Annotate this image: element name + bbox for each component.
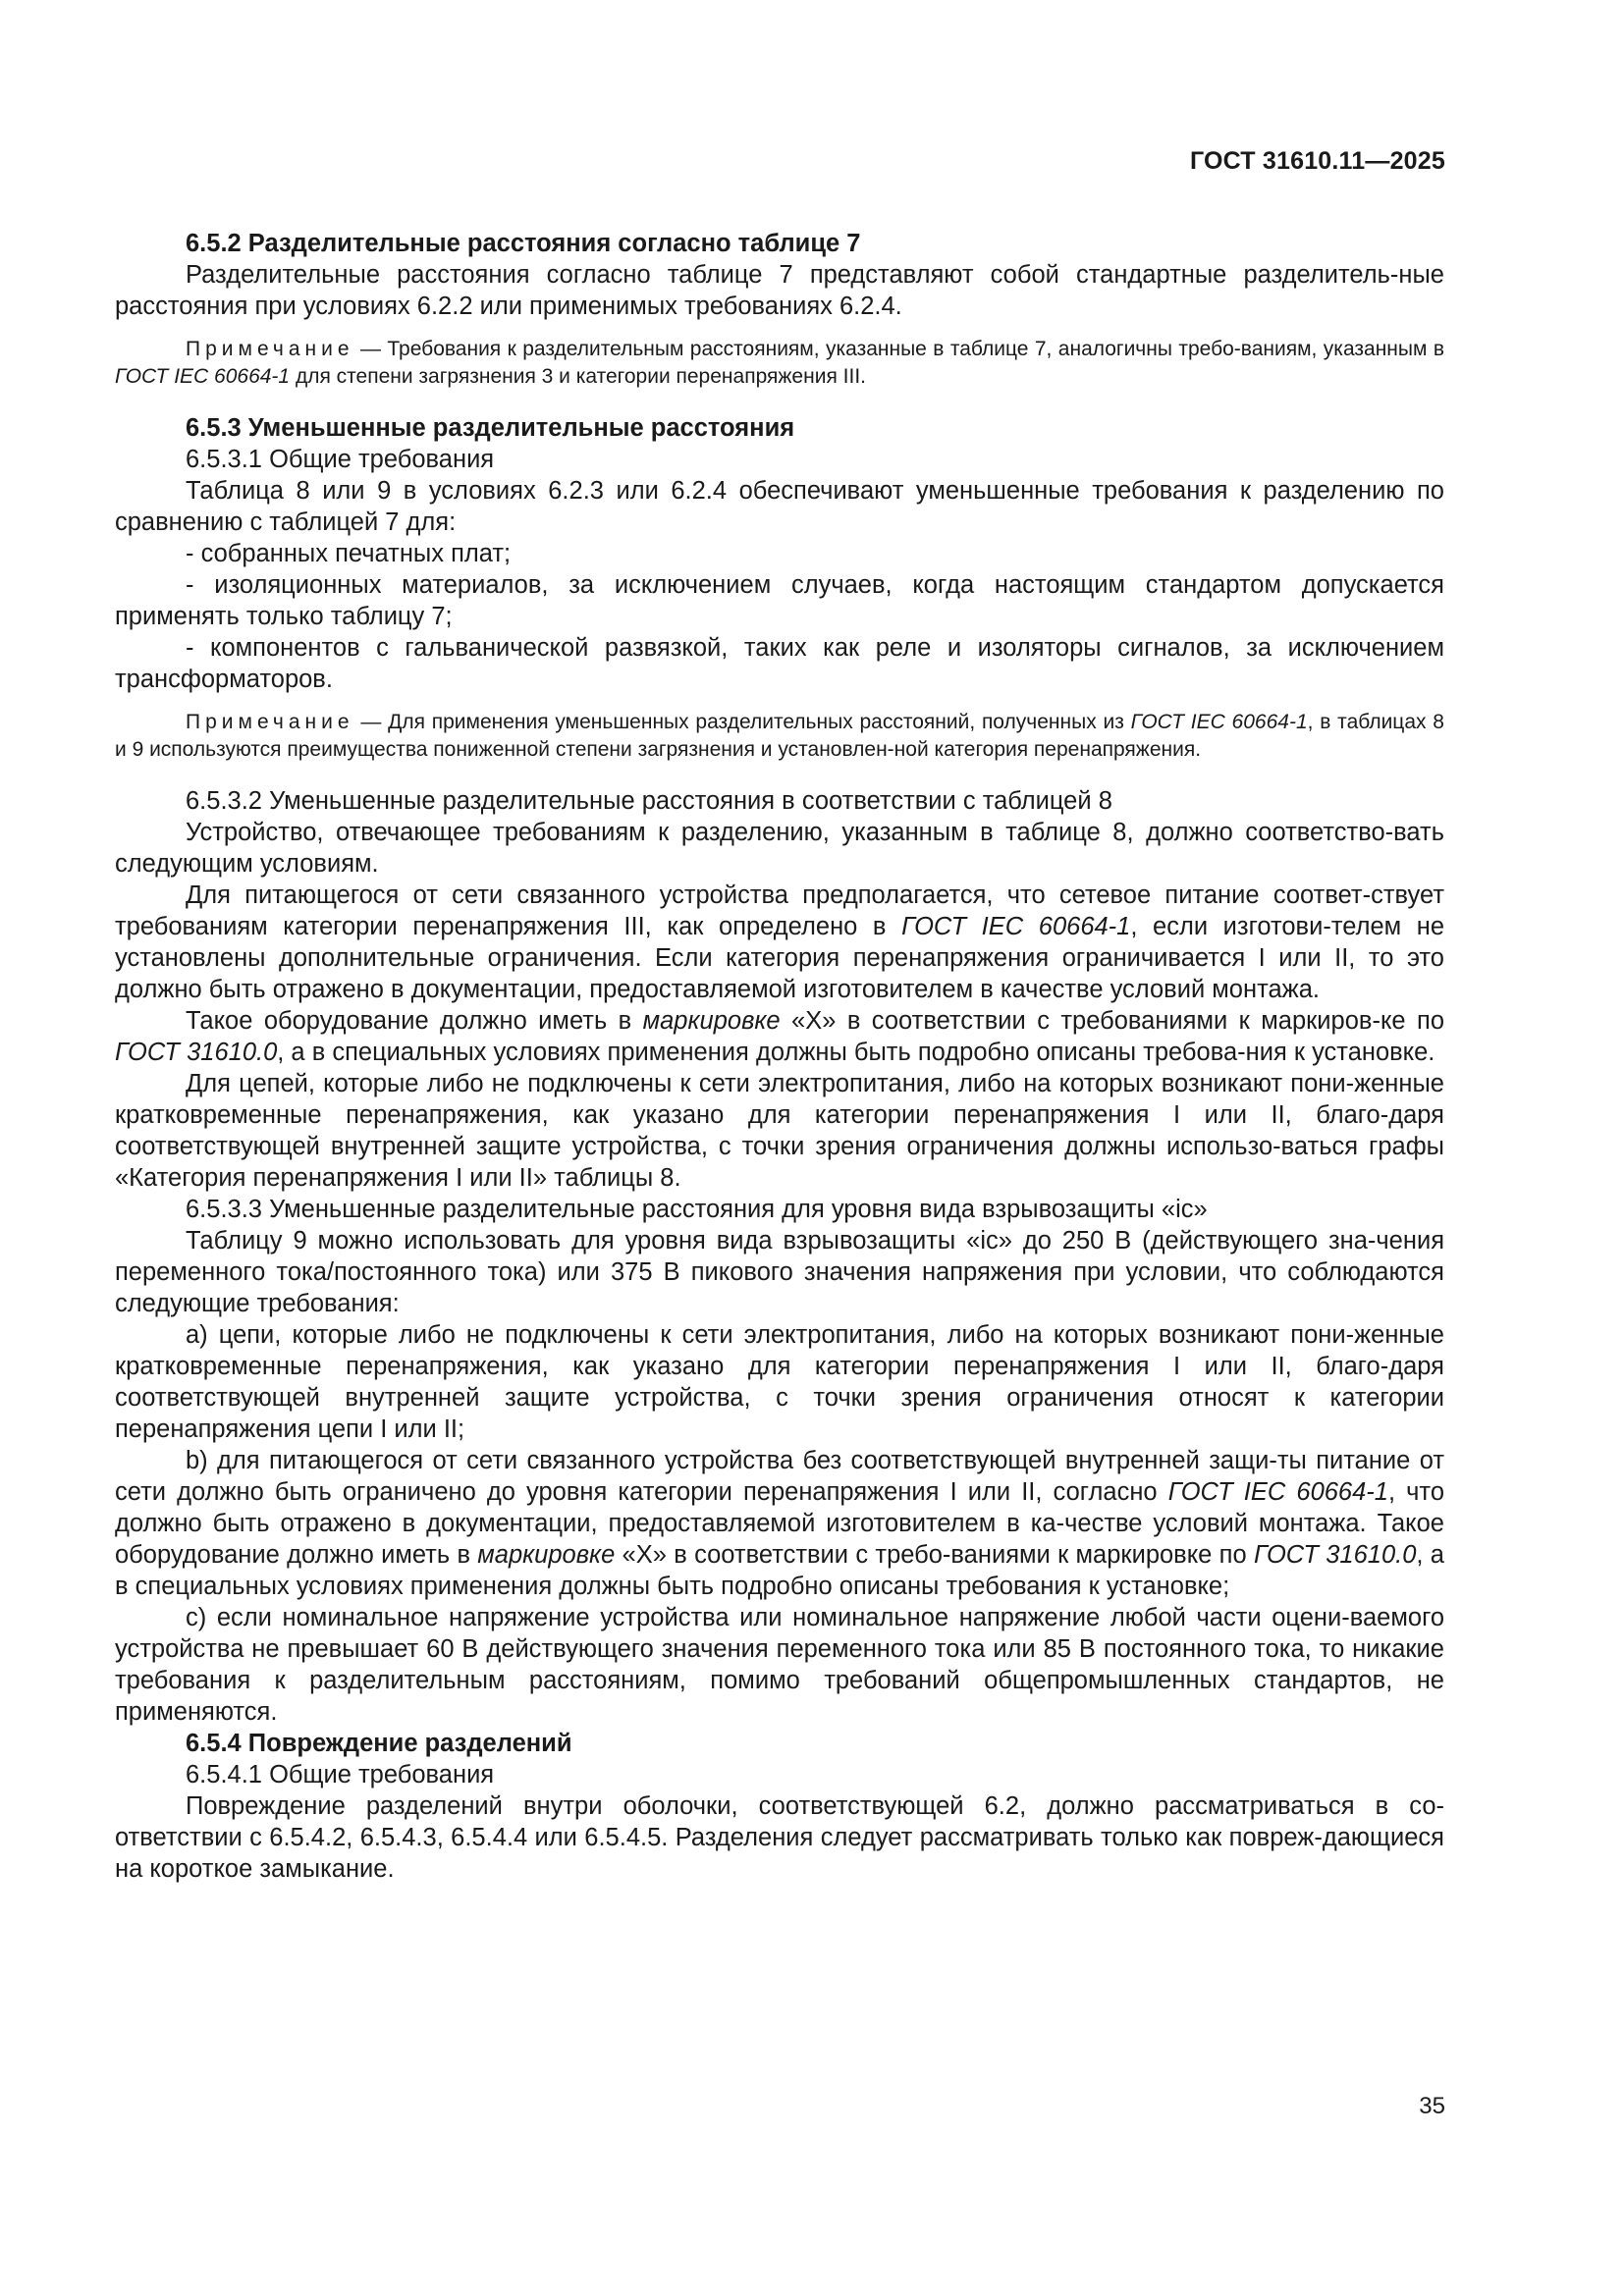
text: , а в специальных условиях применения должны быть подробно описаны требова-ния к установке.: [277, 1039, 1435, 1066]
text: , а в специальных условиях применения должны быть подробно описаны требования к установке;: [115, 1541, 1444, 1600]
paragraph: [115, 880, 1444, 1005]
page-number: 35: [1419, 2093, 1445, 2119]
list-item: - собранных печатных плат;: [186, 540, 512, 567]
section-heading-6-5-4: 6.5.4 Повреждение разделений: [186, 1730, 572, 1757]
text: , что должно быть отражено в документации, предоставляемой изготовителем в ка-честве условий монтажа. Такое оборудование должно иметь в: [115, 1478, 1445, 1569]
list-item: [115, 1445, 1444, 1602]
note-label: Примечание: [186, 711, 354, 733]
paragraph: [115, 1005, 1444, 1068]
note-text: , в таблицах 8 и 9 используются преимущества пониженной степени загрязнения и установлен-ной категория перенапряжения.: [115, 711, 1444, 761]
subsection-heading: 6.5.3.2 Уменьшенные разделительные расстояния в соответствии с таблицей 8: [186, 787, 1112, 815]
standard-reference: ГОСТ IEC 60664-1: [1130, 711, 1308, 733]
subsection-heading: 6.5.3.1 Общие требования: [186, 446, 495, 473]
text: , если изготови-телем не установлены дополнительные ограничения. Если категория перенапряжения ограничивается I или II, то это должно быть отражено в документации, предоставляемой изготовителем в качестве условий монтажа.: [115, 913, 1445, 1003]
standard-reference: ГОСТ 31610.0: [1253, 1541, 1417, 1569]
emphasis: маркировке: [642, 1007, 781, 1035]
note: [115, 709, 1444, 764]
paragraph: Таблица 8 или 9 в условиях 6.2.3 или 6.2.4 обеспечивают уменьшенные требования к разделению по сравнению с таблицей 7 для:: [115, 477, 1444, 536]
list-item: - компонентов с гальванической развязкой, таких как реле и изоляторы сигналов, за исключением трансформаторов.: [115, 634, 1444, 693]
section-heading-6-5-2: 6.5.2 Разделительные расстояния согласно таблице 7: [186, 230, 861, 257]
subsection-heading: 6.5.4.1 Общие требования: [186, 1761, 495, 1789]
note-text: для степени загрязнения 3 и категории перенапряжения III.: [290, 365, 866, 388]
text: «X» в соответствии с требо-ваниями к маркировке по: [615, 1541, 1254, 1569]
note: [115, 336, 1444, 391]
paragraph: Таблицу 9 можно использовать для уровня вида взрывозащиты «ic» до 250 В (действующего зна-чения переменного тока/постоянного тока) или 375 В пикового значения напряжения при условии, что соблюдаются следующие требования:: [115, 1227, 1444, 1317]
standard-reference: ГОСТ 31610.0: [115, 1039, 278, 1066]
list-item: - изоляционных материалов, за исключением случаев, когда настоящим стандартом допускается применять только таблицу 7;: [115, 571, 1444, 630]
section-heading-6-5-3: 6.5.3 Уменьшенные разделительные расстояния: [186, 414, 795, 442]
paragraph: Устройство, отвечающее требованиям к разделению, указанным в таблице 8, должно соответство-вать следующим условиям.: [115, 819, 1444, 878]
list-item: c) если номинальное напряжение устройства или номинальное напряжение любой части оцени-ваемого устройства не превышает 60 В действующего значения переменного тока или 85 В постоянного тока, то никакие требования к разделительным расстояниям, помимо требований общепромышленных стандартов, не применяются.: [115, 1604, 1444, 1726]
page-body: [115, 228, 1444, 1885]
text: b) для питающегося от сети связанного устройства без соответствующей внутренней защи-ты питание от сети должно быть ограничено до уровня категории перенапряжения I или II, согласно: [115, 1447, 1444, 1506]
text: «X» в соответствии с требованиями к маркиров-ке по: [780, 1007, 1444, 1035]
text: Такое оборудование должно иметь в: [186, 1007, 643, 1035]
standard-reference: ГОСТ IEC 60664-1: [115, 365, 291, 388]
note-text: — Для применения уменьшенных разделительных расстояний, полученных из: [353, 711, 1131, 733]
emphasis: маркировке: [477, 1541, 616, 1569]
document-header: ГОСТ 31610.11—2025: [1189, 147, 1445, 175]
paragraph: Разделительные расстояния согласно таблице 7 представляют собой стандартные разделитель-ные расстояния при условиях 6.2.2 или применимых требованиях 6.2.4.: [115, 261, 1444, 320]
subsection-heading: 6.5.3.3 Уменьшенные разделительные расстояния для уровня вида взрывозащиты «ic»: [186, 1196, 1208, 1223]
standard-reference: ГОСТ IEC 60664-1: [901, 913, 1131, 940]
text: Для питающегося от сети связанного устройства предполагается, что сетевое питание соответ-ствует требованиям категории перенапряжения III, как определено в: [115, 881, 1444, 940]
note-label: Примечание: [186, 338, 354, 360]
note-text: — Требования к разделительным расстояниям, указанные в таблице 7, аналогичны требо-ваниям, указанным в: [353, 338, 1444, 360]
paragraph: Для цепей, которые либо не подключены к сети электропитания, либо на которых возникают пони-женные кратковременные перенапряжения, как указано для категории перенапряжения I или II, благо-даря соответствующей внутренней защите устройства, с точки зрения ограничения должны использо-ваться графы «Категория перенапряжения I или II» таблицы 8.: [115, 1070, 1444, 1192]
paragraph: Повреждение разделений внутри оболочки, соответствующей 6.2, должно рассматриваться в со-ответствии с 6.5.4.2, 6.5.4.3, 6.5.4.4 или 6.5.4.5. Разделения следует рассматривать только как повреж-дающиеся на короткое замыкание.: [115, 1792, 1444, 1883]
standard-reference: ГОСТ IEC 60664-1: [1167, 1478, 1388, 1506]
list-item: а) цепи, которые либо не подключены к сети электропитания, либо на которых возникают пони-женные кратковременные перенапряжения, как указано для категории перенапряжения I или II, благо-даря соответствующей внутренней защите устройства, с точки зрения ограничения относят к категории перенапряжения цепи I или II;: [115, 1321, 1444, 1443]
